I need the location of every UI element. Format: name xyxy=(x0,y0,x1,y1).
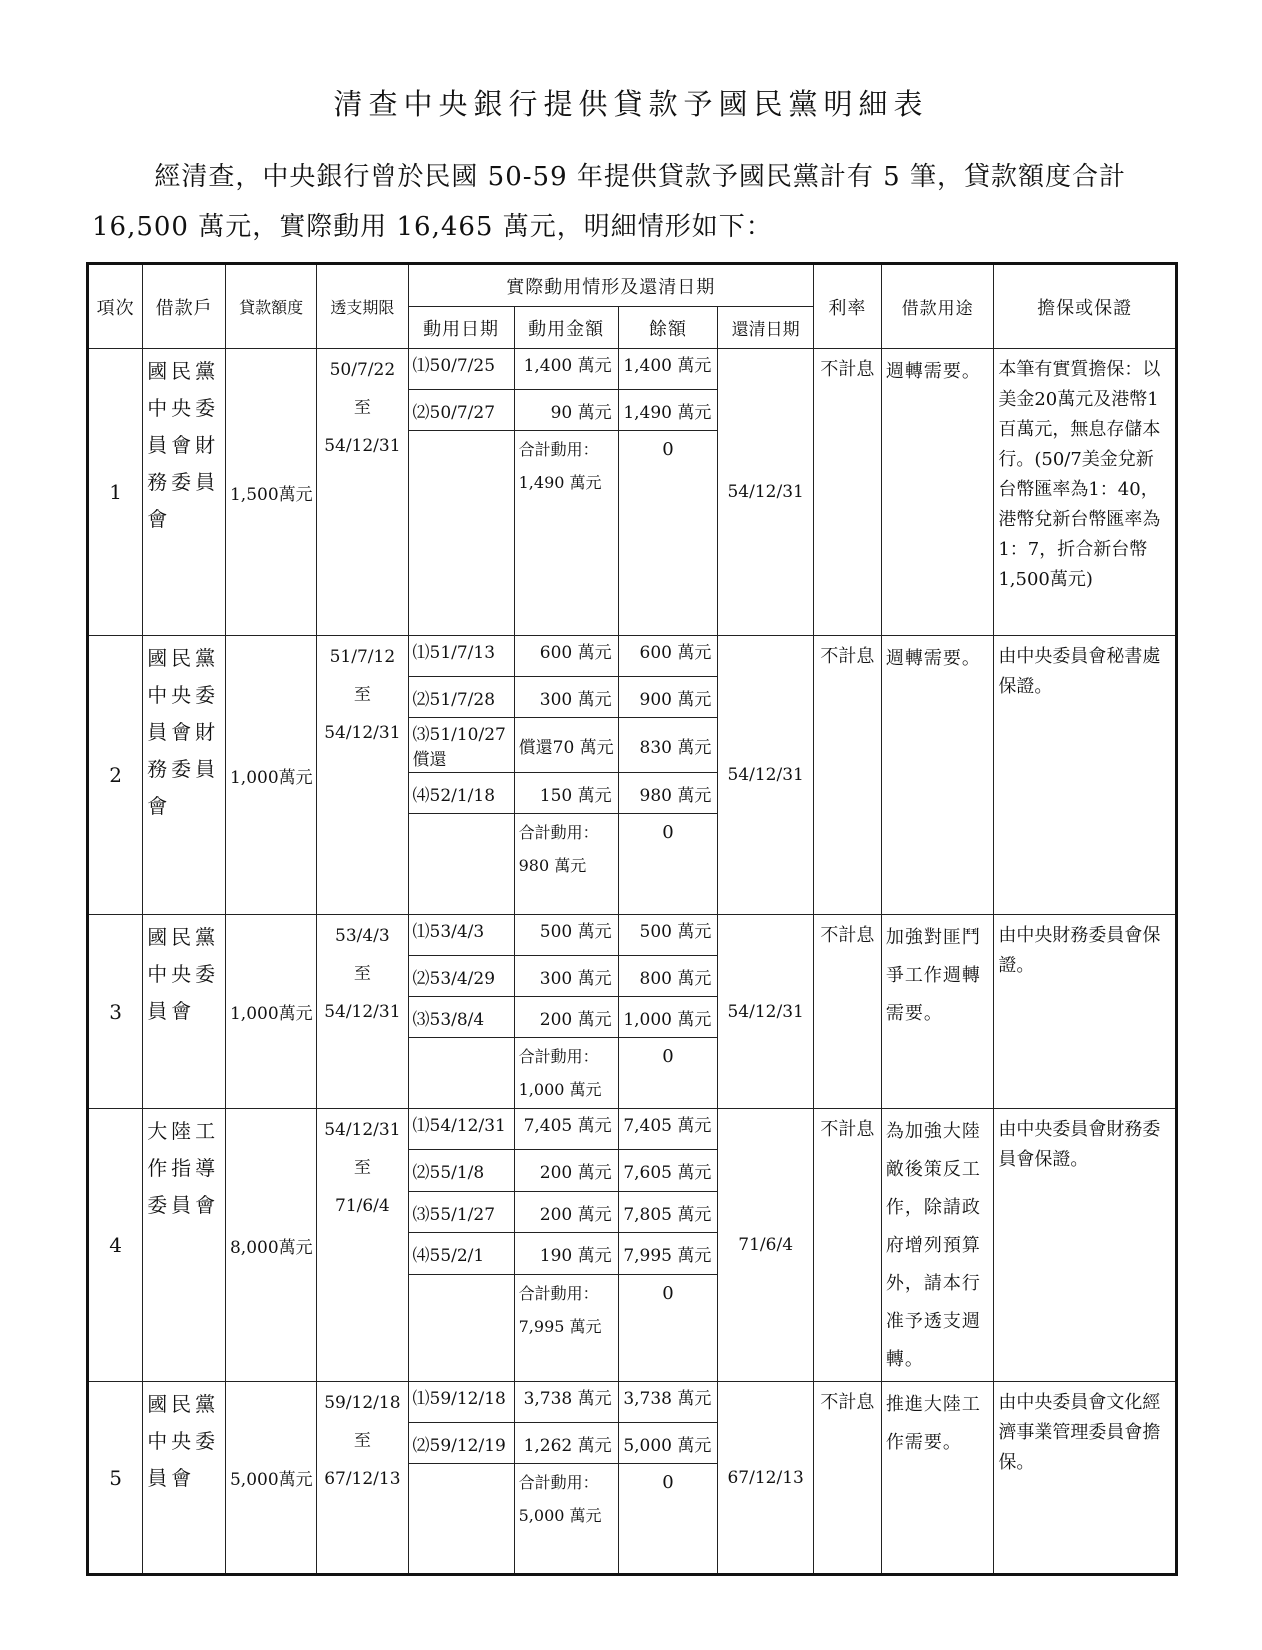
item-number: 1 xyxy=(88,349,143,636)
table-body xyxy=(88,349,1177,1575)
draw-balance: 800 萬元 xyxy=(618,956,718,997)
guarantee: 由中央委員會秘書處保證。 xyxy=(994,636,1177,915)
col-date: 動用日期 xyxy=(408,307,514,349)
table-row xyxy=(88,1109,1177,1150)
interest-rate: 不計息 xyxy=(813,1109,881,1382)
total-balance: 0 xyxy=(618,1038,718,1109)
draw-amount: 200 萬元 xyxy=(514,1191,618,1232)
total-date-blank xyxy=(408,1274,514,1381)
intro-paragraph xyxy=(92,152,1172,252)
guarantee: 由中央委員會財務委員會保證。 xyxy=(994,1109,1177,1382)
item-number: 5 xyxy=(88,1382,143,1575)
interest-rate: 不計息 xyxy=(813,349,881,636)
draw-amount: 償還70 萬元 xyxy=(514,718,618,773)
total-date-blank xyxy=(408,431,514,636)
interest-rate: 不計息 xyxy=(813,636,881,915)
draw-amount: 500 萬元 xyxy=(514,915,618,956)
draw-date: ⑷52/1/18 xyxy=(408,773,514,814)
loan-limit: 1,000萬元 xyxy=(225,636,316,915)
draw-date: ⑵53/4/29 xyxy=(408,956,514,997)
draw-date: ⑴51/7/13 xyxy=(408,636,514,677)
borrower-name: 國民黨中央委員會 xyxy=(143,915,226,1109)
draw-balance: 1,000 萬元 xyxy=(618,997,718,1038)
draw-amount: 90 萬元 xyxy=(514,390,618,431)
overdraft-period: 53/4/3 至 54/12/31 xyxy=(317,915,408,1109)
total-date-blank xyxy=(408,1464,514,1575)
draw-balance: 500 萬元 xyxy=(618,915,718,956)
item-number: 3 xyxy=(88,915,143,1109)
draw-date: ⑵59/12/19 xyxy=(408,1423,514,1464)
draw-balance: 7,805 萬元 xyxy=(618,1191,718,1232)
total-used: 合計動用： 5,000 萬元 xyxy=(514,1464,618,1575)
total-date-blank xyxy=(408,814,514,915)
draw-amount: 150 萬元 xyxy=(514,773,618,814)
overdraft-period: 51/7/12 至 54/12/31 xyxy=(317,636,408,915)
guarantee: 本筆有實質擔保：以美金20萬元及港幣1百萬元，無息存儲本行。(50/7美金兌新台幣匯率為1：40，港幣兌新台幣匯率為1：7，折合新台幣1,500萬元) xyxy=(994,349,1177,636)
draw-balance: 1,490 萬元 xyxy=(618,390,718,431)
total-used: 合計動用： 1,000 萬元 xyxy=(514,1038,618,1109)
draw-date: ⑶55/1/27 xyxy=(408,1191,514,1232)
overdraft-period: 54/12/31 至 71/6/4 xyxy=(317,1109,408,1382)
repay-date: 67/12/13 xyxy=(718,1382,814,1575)
draw-amount: 600 萬元 xyxy=(514,636,618,677)
draw-amount: 1,262 萬元 xyxy=(514,1423,618,1464)
loan-purpose: 週轉需要。 xyxy=(881,636,994,915)
col-purpose: 借款用途 xyxy=(881,264,994,349)
draw-amount: 7,405 萬元 xyxy=(514,1109,618,1150)
draw-date: ⑷55/2/1 xyxy=(408,1233,514,1274)
intro-text: 經清查，中央銀行曾於民國 50-59 年提供貸款予國民黨計有 5 筆，貸款額度合計 16,500 萬元，實際動用 16,465 萬元，明細情形如下： xyxy=(92,162,1126,242)
loan-limit: 5,000萬元 xyxy=(225,1382,316,1575)
repay-date: 54/12/31 xyxy=(718,636,814,915)
borrower-name: 國民黨中央委員會財務委員會 xyxy=(143,636,226,915)
loan-limit: 8,000萬元 xyxy=(225,1109,316,1382)
col-amount: 動用金額 xyxy=(514,307,618,349)
col-borrower: 借款戶 xyxy=(143,264,226,349)
repay-date: 54/12/31 xyxy=(718,915,814,1109)
draw-balance: 600 萬元 xyxy=(618,636,718,677)
draw-amount: 200 萬元 xyxy=(514,1150,618,1191)
borrower-name: 大陸工作指導委員會 xyxy=(143,1109,226,1382)
loan-purpose: 加強對匪鬥爭工作週轉需要。 xyxy=(881,915,994,1109)
table-header xyxy=(88,264,1177,349)
item-number: 2 xyxy=(88,636,143,915)
total-balance: 0 xyxy=(618,431,718,636)
draw-date: ⑴54/12/31 xyxy=(408,1109,514,1150)
draw-date: ⑴53/4/3 xyxy=(408,915,514,956)
table-row xyxy=(88,1382,1177,1423)
table-row xyxy=(88,349,1177,390)
draw-amount: 300 萬元 xyxy=(514,956,618,997)
total-date-blank xyxy=(408,1038,514,1109)
total-balance: 0 xyxy=(618,1464,718,1575)
table-row xyxy=(88,636,1177,677)
interest-rate: 不計息 xyxy=(813,1382,881,1575)
col-limit: 貸款額度 xyxy=(225,264,316,349)
draw-balance: 980 萬元 xyxy=(618,773,718,814)
draw-date: ⑵50/7/27 xyxy=(408,390,514,431)
col-idx: 項次 xyxy=(88,264,143,349)
draw-amount: 300 萬元 xyxy=(514,677,618,718)
loan-purpose: 為加強大陸敵後策反工作，除請政府增列預算外，請本行准予透支週轉。 xyxy=(881,1109,994,1382)
total-balance: 0 xyxy=(618,1274,718,1381)
item-number: 4 xyxy=(88,1109,143,1382)
draw-balance: 830 萬元 xyxy=(618,718,718,773)
interest-rate: 不計息 xyxy=(813,915,881,1109)
guarantee: 由中央委員會文化經濟事業管理委員會擔保。 xyxy=(994,1382,1177,1575)
overdraft-period: 50/7/22 至 54/12/31 xyxy=(317,349,408,636)
col-repay: 還清日期 xyxy=(718,307,814,349)
guarantee: 由中央財務委員會保證。 xyxy=(994,915,1177,1109)
draw-date: ⑵51/7/28 xyxy=(408,677,514,718)
col-balance: 餘額 xyxy=(618,307,718,349)
draw-balance: 7,995 萬元 xyxy=(618,1233,718,1274)
draw-balance: 1,400 萬元 xyxy=(618,349,718,390)
total-used: 合計動用： 1,490 萬元 xyxy=(514,431,618,636)
document-title: 清查中央銀行提供貸款予國民黨明細表 xyxy=(333,87,929,121)
loan-purpose: 週轉需要。 xyxy=(881,349,994,636)
draw-amount: 3,738 萬元 xyxy=(514,1382,618,1423)
col-period: 透支期限 xyxy=(317,264,408,349)
borrower-name: 國民黨中央委員會財務委員會 xyxy=(143,349,226,636)
loan-limit: 1,000萬元 xyxy=(225,915,316,1109)
total-used: 合計動用： 980 萬元 xyxy=(514,814,618,915)
col-rate: 利率 xyxy=(813,264,881,349)
loan-limit: 1,500萬元 xyxy=(225,349,316,636)
col-guarantee: 擔保或保證 xyxy=(994,264,1177,349)
draw-balance: 900 萬元 xyxy=(618,677,718,718)
draw-balance: 3,738 萬元 xyxy=(618,1382,718,1423)
loan-detail-table xyxy=(86,262,1178,1576)
repay-date: 54/12/31 xyxy=(718,349,814,636)
draw-amount: 190 萬元 xyxy=(514,1233,618,1274)
draw-date: ⑶53/8/4 xyxy=(408,997,514,1038)
total-balance: 0 xyxy=(618,814,718,915)
col-usage-group: 實際動用情形及還清日期 xyxy=(408,264,813,307)
table-row xyxy=(88,915,1177,956)
draw-amount: 200 萬元 xyxy=(514,997,618,1038)
repay-date: 71/6/4 xyxy=(718,1109,814,1382)
draw-balance: 7,605 萬元 xyxy=(618,1150,718,1191)
overdraft-period: 59/12/18 至 67/12/13 xyxy=(317,1382,408,1575)
draw-date: ⑴50/7/25 xyxy=(408,349,514,390)
total-used: 合計動用： 7,995 萬元 xyxy=(514,1274,618,1381)
loan-purpose: 推進大陸工作需要。 xyxy=(881,1382,994,1575)
draw-date: ⑴59/12/18 xyxy=(408,1382,514,1423)
draw-date: ⑵55/1/8 xyxy=(408,1150,514,1191)
draw-balance: 7,405 萬元 xyxy=(618,1109,718,1150)
draw-balance: 5,000 萬元 xyxy=(618,1423,718,1464)
borrower-name: 國民黨中央委員會 xyxy=(143,1382,226,1575)
draw-amount: 1,400 萬元 xyxy=(514,349,618,390)
draw-date: ⑶51/10/27 償還 xyxy=(408,718,514,773)
